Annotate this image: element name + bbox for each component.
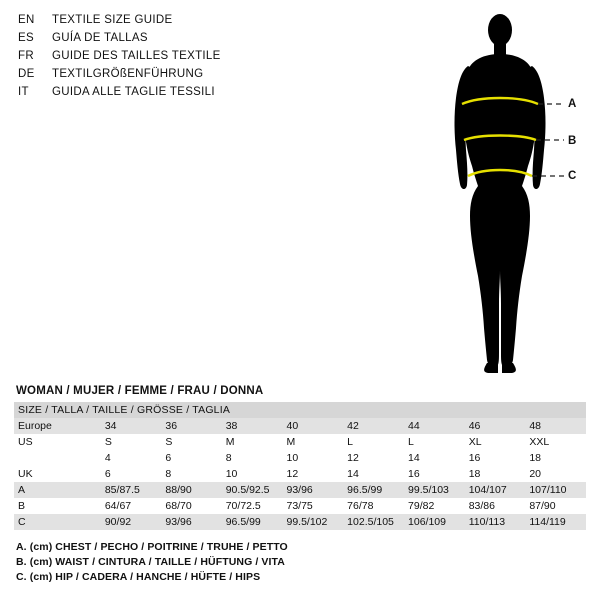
table-row	[14, 434, 586, 450]
row-value: 99.5/102	[282, 514, 343, 530]
row-value: 18	[465, 466, 526, 482]
row-value: 85/87.5	[101, 482, 162, 498]
legend-language-code: EN	[18, 14, 35, 26]
legend-language-text: GUÍA DE TALLAS	[52, 32, 148, 44]
row-label: Europe	[14, 418, 101, 434]
row-value: 4	[101, 450, 162, 466]
legend-language-code: DE	[18, 68, 35, 80]
row-value: 93/96	[282, 482, 343, 498]
row-value: 99.5/103	[404, 482, 465, 498]
row-value: S	[101, 434, 162, 450]
row-value: XXL	[525, 434, 586, 450]
row-value: 46	[465, 418, 526, 434]
marker-label-a: A	[568, 98, 577, 110]
size-table-block	[14, 383, 586, 530]
row-value: 6	[161, 450, 221, 466]
legend-row	[18, 32, 318, 50]
row-value: 68/70	[161, 498, 221, 514]
marker-label-b: B	[568, 135, 577, 147]
row-value: 6	[101, 466, 162, 482]
row-value: 102.5/105	[343, 514, 404, 530]
size-table	[14, 402, 586, 530]
row-label: C	[14, 514, 101, 530]
table-row	[14, 482, 586, 498]
row-value: 110/113	[465, 514, 526, 530]
row-value: 10	[222, 466, 283, 482]
legend-language-code: IT	[18, 86, 29, 98]
legend-row	[18, 14, 318, 32]
row-value: 36	[161, 418, 221, 434]
row-value: 16	[465, 450, 526, 466]
table-row	[14, 418, 586, 434]
row-value: 40	[282, 418, 343, 434]
row-value: 8	[222, 450, 283, 466]
row-label: UK	[14, 466, 101, 482]
row-label	[14, 450, 101, 466]
table-row	[14, 498, 586, 514]
row-value: 12	[282, 466, 343, 482]
marker-label-c: C	[568, 170, 577, 182]
row-label: A	[14, 482, 101, 498]
row-value: L	[404, 434, 465, 450]
row-value: 70/72.5	[222, 498, 283, 514]
row-value: 96.5/99	[222, 514, 283, 530]
row-value: M	[282, 434, 343, 450]
row-value: 114/119	[525, 514, 586, 530]
legend-language-code: ES	[18, 32, 34, 44]
legend-language-text: GUIDE DES TAILLES TEXTILE	[52, 50, 221, 62]
row-value: 88/90	[161, 482, 221, 498]
row-value: S	[161, 434, 221, 450]
row-value: 14	[343, 466, 404, 482]
legend-language-text: TEXTILE SIZE GUIDE	[52, 14, 173, 26]
legend-row	[18, 68, 318, 86]
row-value: 12	[343, 450, 404, 466]
row-value: 64/67	[101, 498, 162, 514]
row-value: 76/78	[343, 498, 404, 514]
row-value: 16	[404, 466, 465, 482]
female-silhouette-figure	[400, 8, 600, 378]
row-label: B	[14, 498, 101, 514]
row-value: 106/109	[404, 514, 465, 530]
row-value: 44	[404, 418, 465, 434]
row-value: 8	[161, 466, 221, 482]
row-value: M	[222, 434, 283, 450]
legend-language-code: FR	[18, 50, 34, 62]
row-value: 10	[282, 450, 343, 466]
row-value: 73/75	[282, 498, 343, 514]
row-value: 96.5/99	[343, 482, 404, 498]
row-value: 34	[101, 418, 162, 434]
row-value: 14	[404, 450, 465, 466]
row-value: 38	[222, 418, 283, 434]
row-value: 90.5/92.5	[222, 482, 283, 498]
row-value: 104/107	[465, 482, 526, 498]
measurement-footnotes	[16, 540, 588, 585]
table-title: WOMAN / MUJER / FEMME / FRAU / DONNA	[16, 385, 264, 397]
row-label: US	[14, 434, 101, 450]
table-header-row	[14, 402, 586, 418]
silhouette-icon	[400, 8, 600, 378]
legend-language-text: TEXTILGRÖßENFÜHRUNG	[52, 68, 204, 80]
row-value: 18	[525, 450, 586, 466]
table-row	[14, 450, 586, 466]
legend-row	[18, 50, 318, 68]
table-row	[14, 514, 586, 530]
row-value: 107/110	[525, 482, 586, 498]
row-value: 93/96	[161, 514, 221, 530]
row-value: L	[343, 434, 404, 450]
row-value: 83/86	[465, 498, 526, 514]
table-row	[14, 466, 586, 482]
row-value: 79/82	[404, 498, 465, 514]
row-value: XL	[465, 434, 526, 450]
row-value: 90/92	[101, 514, 162, 530]
legend-row	[18, 86, 318, 104]
table-header-label: SIZE / TALLA / TAILLE / GRÖSSE / TAGLIA	[14, 402, 586, 418]
footnote-waist: B. (cm) WAIST / CINTURA / TAILLE / HÜFTUNG / VITA	[16, 556, 285, 568]
legend-language-text: GUIDA ALLE TAGLIE TESSILI	[52, 86, 215, 98]
row-value: 48	[525, 418, 586, 434]
footnote-chest: A. (cm) CHEST / PECHO / POITRINE / TRUHE / PETTO	[16, 541, 288, 553]
row-value: 20	[525, 466, 586, 482]
row-value: 42	[343, 418, 404, 434]
language-legend	[18, 14, 318, 104]
footnote-hip: C. (cm) HIP / CADERA / HANCHE / HÜFTE / HIPS	[16, 571, 261, 583]
row-value: 87/90	[525, 498, 586, 514]
